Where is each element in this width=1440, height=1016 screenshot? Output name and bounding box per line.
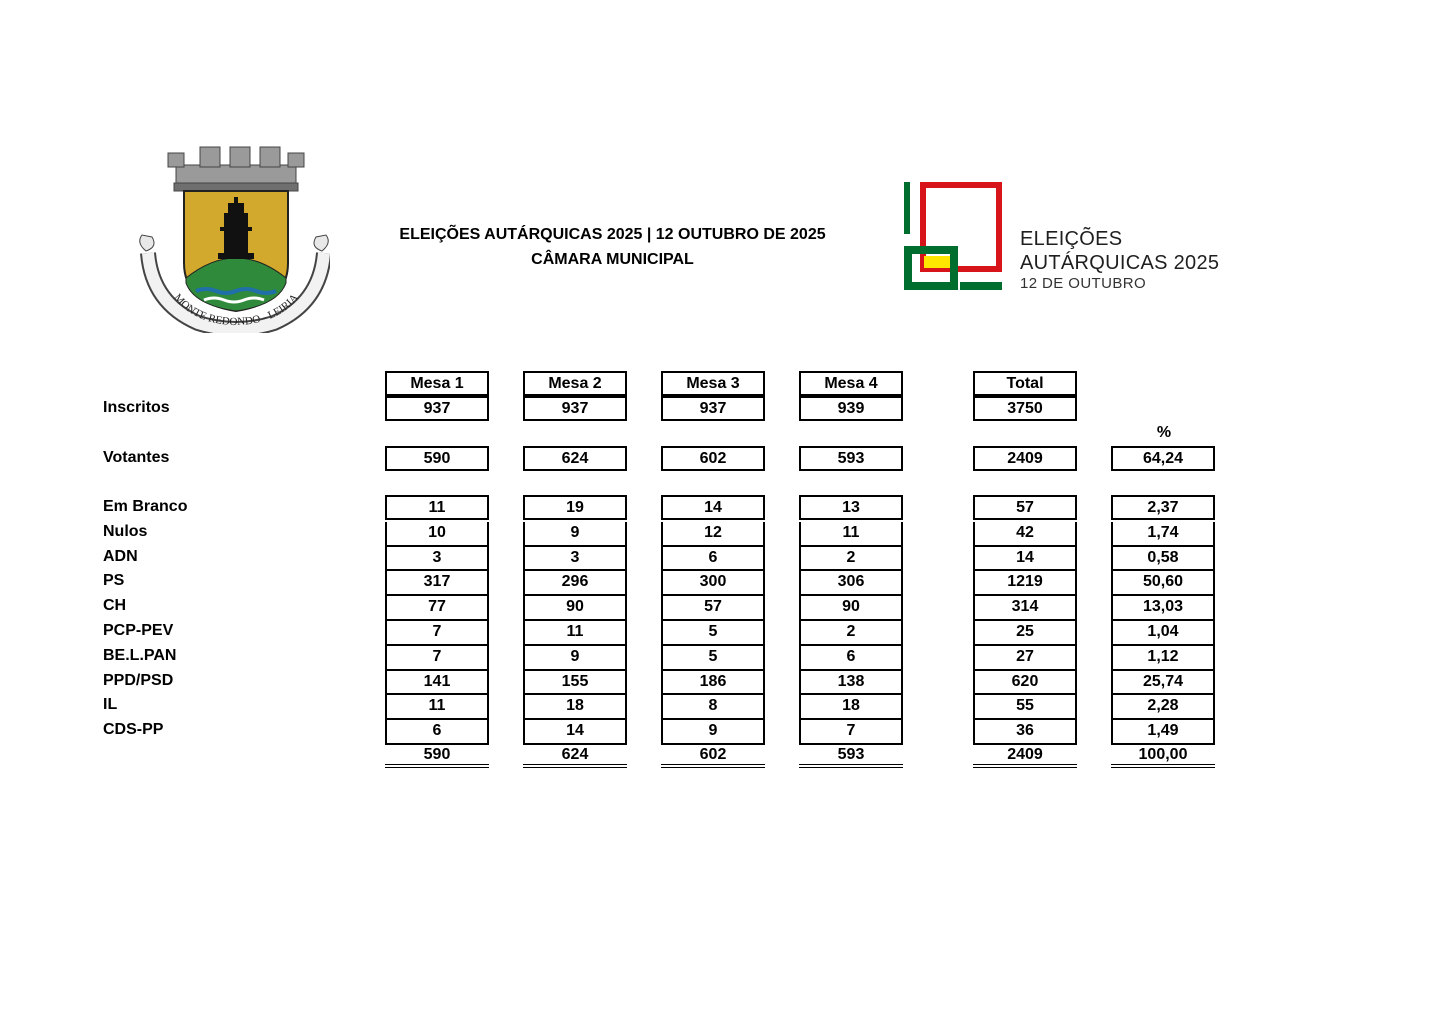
- document-title: [380, 222, 845, 272]
- ppd-psd-mesa-2: 155: [523, 671, 627, 695]
- ps-percent: 50,60: [1111, 571, 1215, 596]
- votantes-mesa-3: 602: [661, 446, 765, 471]
- sum-mesa-2: 624: [523, 744, 627, 768]
- sum-mesa-3: 602: [661, 744, 765, 768]
- column-header-mesa-4: Mesa 4: [799, 371, 903, 396]
- ch-mesa-2: 90: [523, 596, 627, 621]
- em-branco-percent: 2,37: [1111, 495, 1215, 520]
- adn-mesa-3: 6: [661, 547, 765, 571]
- ps-mesa-1: 317: [385, 571, 489, 596]
- cds-pp-mesa-1: 6: [385, 720, 489, 745]
- logo-line-1: ELEIÇÕES: [1020, 228, 1123, 250]
- ppd-psd-mesa-1: 141: [385, 671, 489, 695]
- ps-mesa-4: 306: [799, 571, 903, 596]
- ch-mesa-1: 77: [385, 596, 489, 621]
- cds-pp-total: 36: [973, 720, 1077, 745]
- row-label-cds-pp: CDS-PP: [103, 721, 164, 738]
- row-label-il: IL: [103, 696, 118, 713]
- nulos-total: 42: [973, 522, 1077, 547]
- title-line-1: ELEIÇÕES AUTÁRQUICAS 2025 | 12 OUTUBRO DE 2025: [399, 226, 826, 243]
- pcp-pev-percent: 1,04: [1111, 621, 1215, 646]
- nulos-mesa-4: 11: [799, 522, 903, 547]
- em-branco-mesa-1: 11: [385, 495, 489, 520]
- votantes-percent: 64,24: [1111, 446, 1215, 471]
- inscritos-mesa-4: 939: [799, 396, 903, 421]
- inscritos-mesa-3: 937: [661, 396, 765, 421]
- elections-logo-mark: [902, 180, 1006, 292]
- row-label-votantes: Votantes: [103, 449, 170, 466]
- be-l-pan-mesa-3: 5: [661, 646, 765, 671]
- ch-percent: 13,03: [1111, 596, 1215, 621]
- inscritos-mesa-2: 937: [523, 396, 627, 421]
- il-mesa-3: 8: [661, 695, 765, 720]
- votantes-total: 2409: [973, 446, 1077, 471]
- em-branco-total: 57: [973, 495, 1077, 520]
- pcp-pev-mesa-1: 7: [385, 621, 489, 646]
- be-l-pan-mesa-4: 6: [799, 646, 903, 671]
- column-header-mesa-1: Mesa 1: [385, 371, 489, 396]
- sum-mesa-4: 593: [799, 744, 903, 768]
- cds-pp-mesa-2: 14: [523, 720, 627, 745]
- ppd-psd-total: 620: [973, 671, 1077, 695]
- ps-mesa-3: 300: [661, 571, 765, 596]
- em-branco-mesa-2: 19: [523, 495, 627, 520]
- be-l-pan-mesa-2: 9: [523, 646, 627, 671]
- ch-mesa-3: 57: [661, 596, 765, 621]
- il-mesa-2: 18: [523, 695, 627, 720]
- logo-line-3: 12 DE OUTUBRO: [1020, 275, 1147, 292]
- row-label-be-l-pan: BE.L.PAN: [103, 647, 177, 664]
- row-label-ch: CH: [103, 597, 127, 614]
- title-line-2: CÂMARA MUNICIPAL: [531, 251, 694, 268]
- il-percent: 2,28: [1111, 695, 1215, 720]
- row-label-em-branco: Em Branco: [103, 498, 188, 515]
- nulos-mesa-2: 9: [523, 522, 627, 547]
- cds-pp-percent: 1,49: [1111, 720, 1215, 745]
- municipal-crest: [138, 143, 330, 333]
- adn-mesa-4: 2: [799, 547, 903, 571]
- column-header-percent: %: [1156, 424, 1172, 441]
- ppd-psd-mesa-3: 186: [661, 671, 765, 695]
- nulos-mesa-1: 10: [385, 522, 489, 547]
- logo-line-2: AUTÁRQUICAS 2025: [1020, 252, 1220, 274]
- sum-total: 2409: [973, 744, 1077, 768]
- column-header-mesa-3: Mesa 3: [661, 371, 765, 396]
- ps-total: 1219: [973, 571, 1077, 596]
- em-branco-mesa-4: 13: [799, 495, 903, 520]
- row-label-ppd-psd: PPD/PSD: [103, 672, 174, 689]
- row-label-inscritos: Inscritos: [103, 399, 170, 416]
- row-label-pcp-pev: PCP-PEV: [103, 622, 174, 639]
- il-mesa-4: 18: [799, 695, 903, 720]
- inscritos-mesa-1: 937: [385, 396, 489, 421]
- nulos-mesa-3: 12: [661, 522, 765, 547]
- ppd-psd-mesa-4: 138: [799, 671, 903, 695]
- ch-total: 314: [973, 596, 1077, 621]
- cds-pp-mesa-4: 7: [799, 720, 903, 745]
- mural-crown: [168, 147, 304, 191]
- ch-mesa-4: 90: [799, 596, 903, 621]
- elections-logo-text: [1020, 227, 1219, 293]
- pcp-pev-total: 25: [973, 621, 1077, 646]
- column-header-mesa-2: Mesa 2: [523, 371, 627, 396]
- be-l-pan-mesa-1: 7: [385, 646, 489, 671]
- pcp-pev-mesa-3: 5: [661, 621, 765, 646]
- pcp-pev-mesa-4: 2: [799, 621, 903, 646]
- column-header-total: Total: [973, 371, 1077, 396]
- adn-total: 14: [973, 547, 1077, 571]
- adn-percent: 0,58: [1111, 547, 1215, 571]
- row-label-ps: PS: [103, 572, 125, 589]
- ps-mesa-2: 296: [523, 571, 627, 596]
- votantes-mesa-1: 590: [385, 446, 489, 471]
- il-total: 55: [973, 695, 1077, 720]
- adn-mesa-2: 3: [523, 547, 627, 571]
- ppd-psd-percent: 25,74: [1111, 671, 1215, 695]
- cds-pp-mesa-3: 9: [661, 720, 765, 745]
- be-l-pan-total: 27: [973, 646, 1077, 671]
- inscritos-total: 3750: [973, 396, 1077, 421]
- votantes-mesa-2: 624: [523, 446, 627, 471]
- em-branco-mesa-3: 14: [661, 495, 765, 520]
- adn-mesa-1: 3: [385, 547, 489, 571]
- pcp-pev-mesa-2: 11: [523, 621, 627, 646]
- row-label-nulos: Nulos: [103, 523, 148, 540]
- row-label-adn: ADN: [103, 548, 138, 565]
- sum-percent: 100,00: [1111, 744, 1215, 768]
- sum-mesa-1: 590: [385, 744, 489, 768]
- nulos-percent: 1,74: [1111, 522, 1215, 547]
- votantes-mesa-4: 593: [799, 446, 903, 471]
- crest-motto: MONTE REDONDO - LEIRIA: [171, 291, 301, 329]
- be-l-pan-percent: 1,12: [1111, 646, 1215, 671]
- il-mesa-1: 11: [385, 695, 489, 720]
